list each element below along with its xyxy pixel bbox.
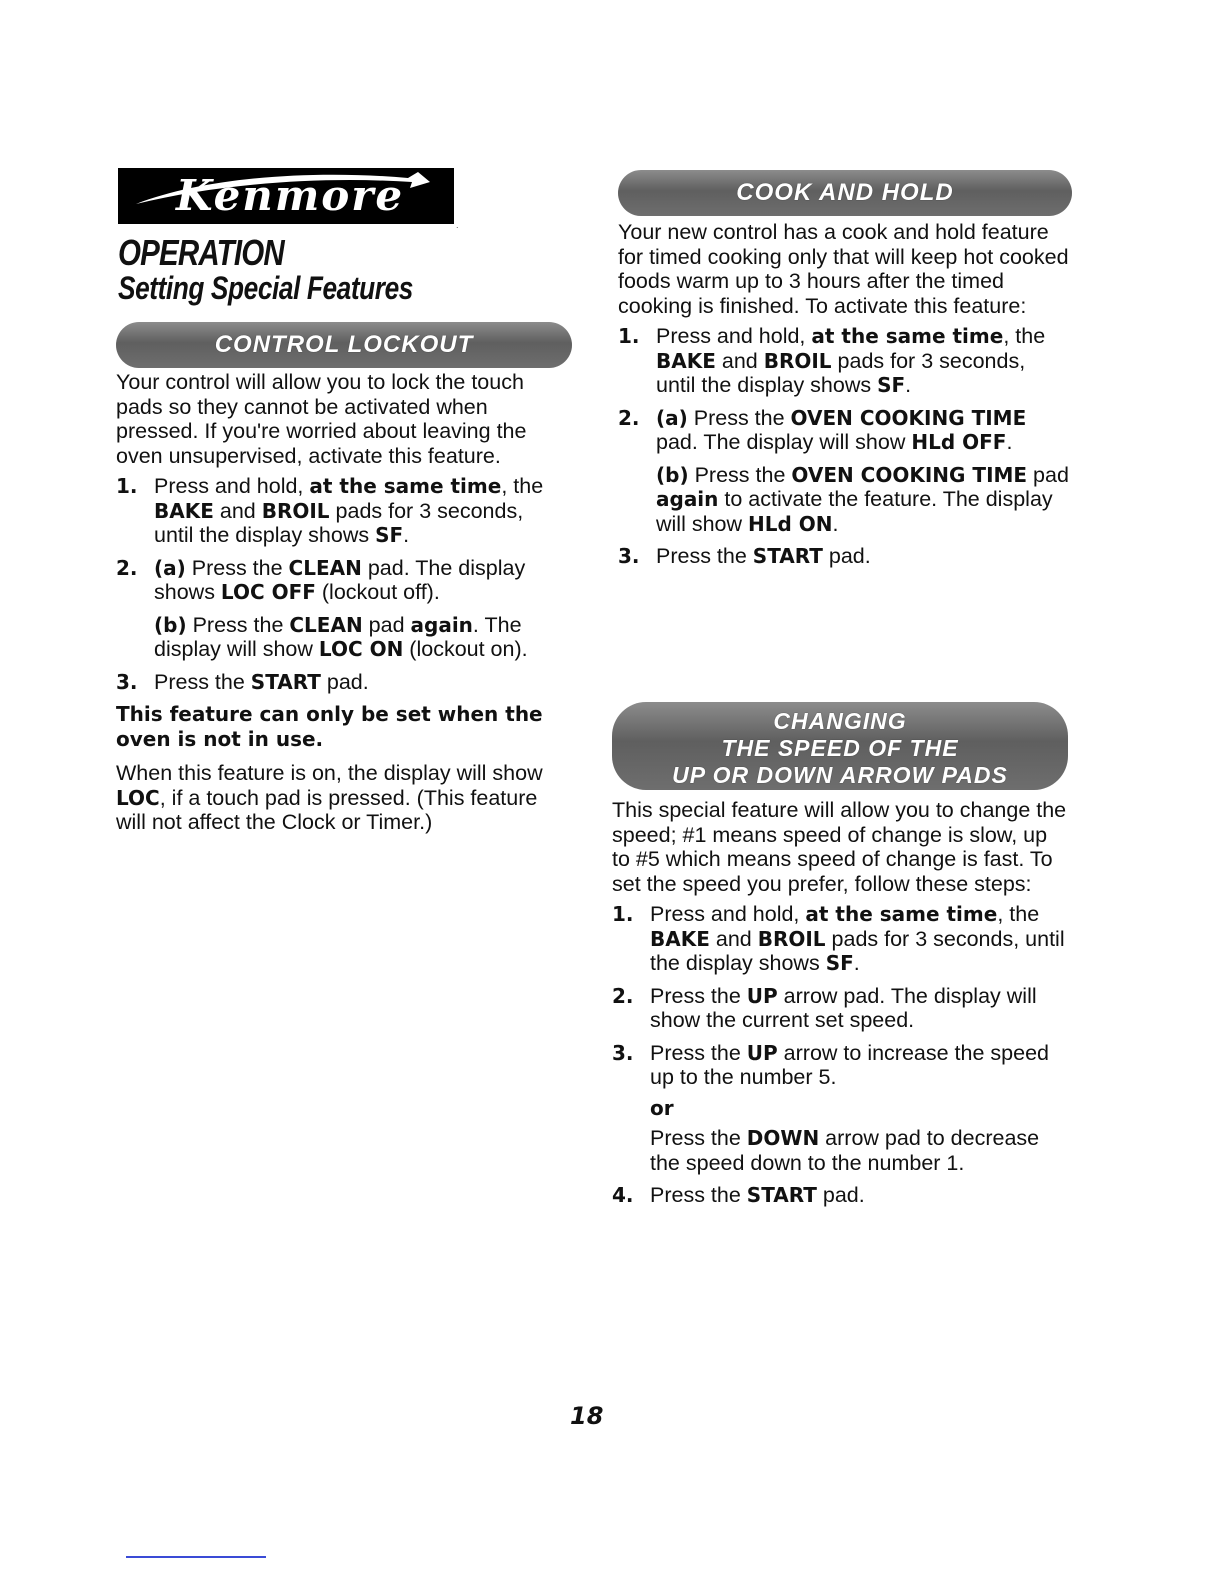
control-lockout-intro: Your control will allow you to lock the touch pads so they cannot be activated when pressed. If you're worried about leaving the oven unsupervised, activate this feature.	[116, 370, 527, 468]
list-item: 4. Press the START pad.	[612, 1183, 865, 1207]
list-item: 3. Press the START pad.	[116, 669, 369, 694]
kenmore-logo	[118, 168, 454, 224]
bottom-rule	[126, 1556, 266, 1558]
list-item: 3. Press the UP arrow to increase the speed up to the number 5. or Press the DOWN arrow pad to decrease the speed down to the number 1.	[612, 1041, 1068, 1176]
control-lockout-banner	[116, 322, 572, 368]
page-subtitle: Setting Special Features	[118, 270, 413, 306]
list-item: 1. Press and hold, at the same time, the BAKE and BROIL pads for 3 seconds, until the display shows SF.	[618, 324, 1046, 397]
control-lockout-note: This feature can only be set when the oven is not in use.	[116, 702, 543, 751]
list-item: 1. Press and hold, at the same time, the BAKE and BROIL pads for 3 seconds, until the display shows SF.	[116, 474, 544, 547]
changing-speed-banner-line: CHANGING	[773, 708, 907, 734]
cook-and-hold-steps	[618, 324, 1070, 569]
list-item: 2. (a) Press the OVEN COOKING TIME pad. The display will show HLd OFF. (b) Press the OVEN COOKING TIME pad again to activate the feature. The display will show HLd ON.	[618, 405, 1069, 536]
changing-speed-banner	[612, 702, 1068, 790]
changing-speed-intro: This special feature will allow you to change the speed; #1 means speed of change is slow, up to #5 which means speed of change is fast. To set the speed you prefer, follow these steps:	[612, 798, 1067, 896]
control-lockout-banner-label: CONTROL LOCKOUT	[214, 331, 474, 358]
cook-and-hold-banner	[618, 170, 1072, 216]
control-lockout-section	[116, 370, 566, 841]
page-title: OPERATION	[118, 232, 284, 273]
logo-registered-mark: .	[456, 220, 459, 230]
cook-and-hold-banner-label: COOK AND HOLD	[736, 179, 954, 206]
or-separator: or	[650, 1095, 674, 1120]
changing-speed-section	[612, 798, 1068, 1216]
changing-speed-banner-line: THE SPEED OF THE	[721, 735, 959, 761]
list-item: 2. Press the UP arrow pad. The display will show the current set speed.	[612, 983, 1037, 1032]
logo-wordmark: Kenmore	[176, 171, 405, 220]
page-number: 18	[570, 1402, 604, 1430]
cook-and-hold-section	[618, 220, 1070, 577]
list-item: 3. Press the START pad.	[618, 544, 871, 568]
list-item: 1. Press and hold, at the same time, the BAKE and BROIL pads for 3 seconds, until the display shows SF.	[612, 902, 1065, 975]
changing-speed-steps	[612, 902, 1068, 1208]
cook-and-hold-intro: Your new control has a cook and hold feature for timed cooking only that will keep hot cooked foods warm up to 3 hours after the timed cooking is finished. To activate this feature:	[618, 220, 1069, 318]
changing-speed-banner-line: UP OR DOWN ARROW PADS	[672, 762, 1008, 788]
control-lockout-after: When this feature is on, the display will show LOC, if a touch pad is pressed. (This feature will not affect the Clock or Timer.)	[116, 761, 543, 834]
control-lockout-steps	[116, 474, 566, 694]
list-item: 2. (a) Press the CLEAN pad. The display shows LOC OFF (lockout off). (b) Press the CLEAN pad again. The display will show LOC ON (lockout on).	[116, 555, 528, 661]
